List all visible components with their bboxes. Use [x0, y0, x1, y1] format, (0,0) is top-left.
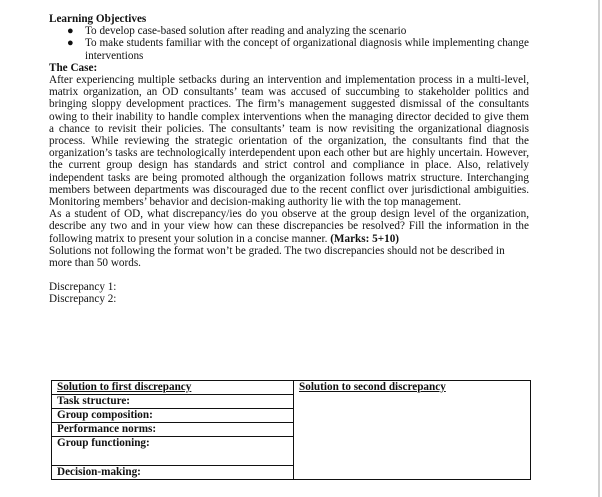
objective-text: To make students familiar with the concept of organizational diagnosis while implementing change interventions [85, 37, 529, 62]
header-second-discrepancy: Solution to second discrepancy [294, 381, 531, 480]
table-row [52, 381, 531, 395]
bullet-icon: ● [67, 25, 74, 38]
document-body [49, 13, 529, 306]
discrepancy-1-label: Discrepancy 1: [49, 281, 117, 294]
question-paragraph [49, 208, 529, 245]
header-first-discrepancy: Solution to first discrepancy [52, 381, 294, 395]
case-heading: The Case: [49, 61, 98, 74]
decision-making-cell: Decision-making: [52, 466, 294, 480]
case-paragraph: After experiencing multiple setbacks during an intervention and implementation process in a multi-level, matrix organization, an OD consultants’ team was accused of succumbing to stakeholder politics and bringing sloppy development practices. The firm’s management suggested dismissal of the consultants owing to their inability to handle complex interventions when the managing director decided to give them a chance to revisit their policies. The consultants’ team is now revisiting the organizational diagnosis process. While reviewing the strategic orientation of the organization, the consultants find that the organization’s tasks are technologically interdependent upon each other but are highly uncertain. However, the current group design has standards and strict control and compliance in place. Also, relatively independent tasks are being promoted although the organization follows matrix structure. Interchanging members between departments was discouraged due to the recent conflict over jurisdictional ambiguities. Monitoring members’ behavior and decision-making authority lie with the top management. [49, 74, 529, 209]
learning-objectives-heading: Learning Objectives [49, 13, 147, 25]
question-text: As a student of OD, what discrepancy/ies do you observe at the group design level of the organization, describe any two and in your view how can these discrepancies be resolved? Fill the information in the following matrix to present your solution in a concise manner. [49, 208, 529, 245]
solution-matrix [51, 380, 531, 480]
performance-norms-cell: Performance norms: [52, 423, 294, 437]
objectives-list [49, 25, 529, 62]
objective-text: To develop case-based solution after reading and analyzing the scenario [85, 25, 407, 38]
discrepancy-labels [49, 281, 529, 305]
group-composition-cell: Group composition: [52, 409, 294, 423]
discrepancy-2-label: Discrepancy 2: [49, 293, 117, 306]
marks-label: (Marks: 5+10) [330, 232, 400, 245]
bullet-icon: ● [67, 37, 74, 50]
instructions-paragraph: Solutions not following the format won’t be graded. The two discrepancies should not be described in more than 50 words. [49, 244, 505, 270]
group-functioning-cell: Group functioning: [52, 437, 294, 466]
list-item [67, 37, 529, 62]
list-item [67, 25, 529, 38]
task-structure-cell: Task structure: [52, 395, 294, 409]
